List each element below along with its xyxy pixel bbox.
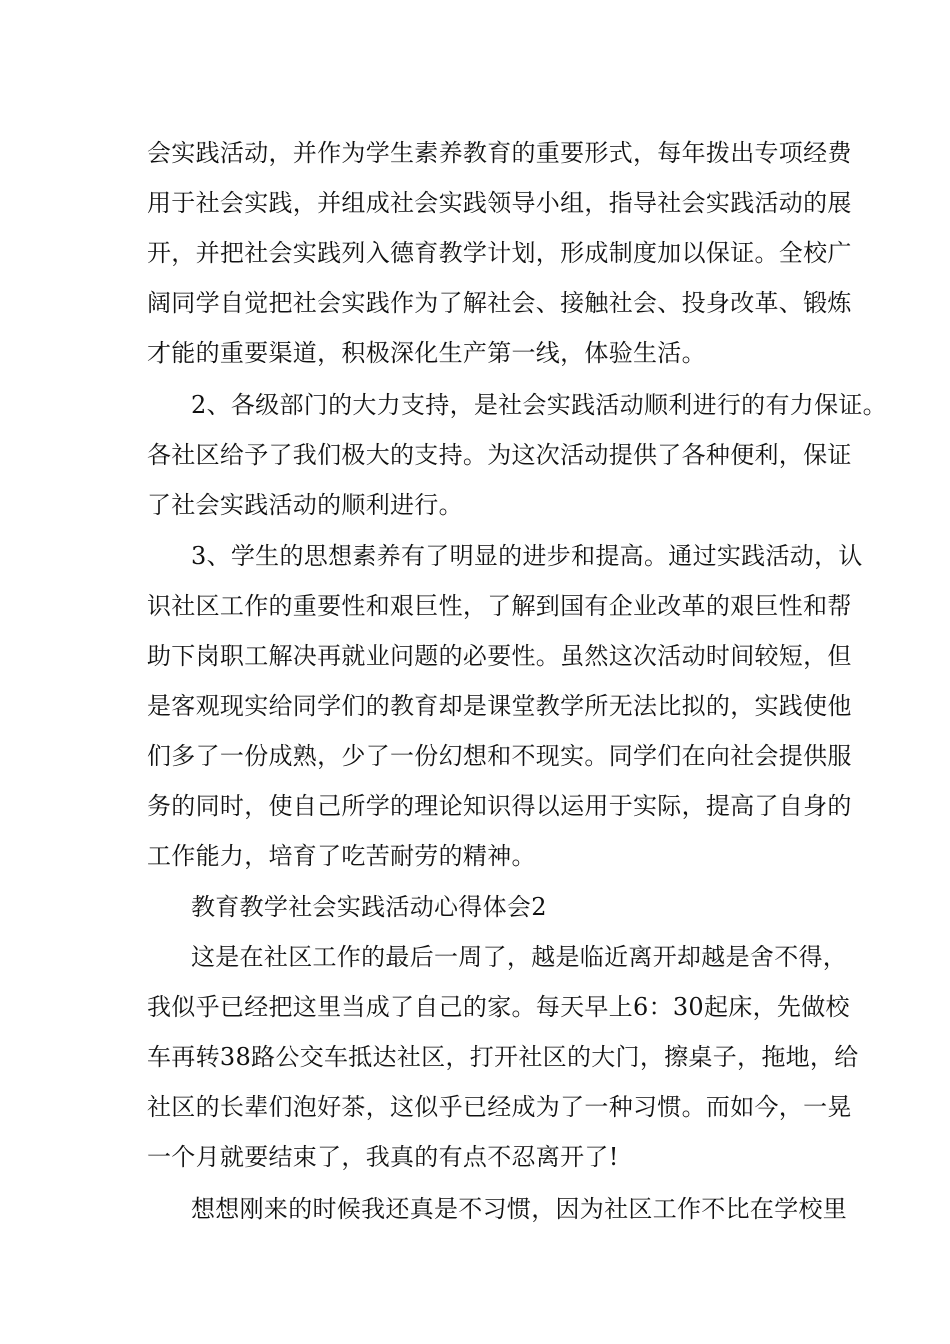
body-text-line: 是客观现实给同学们的教育却是课堂教学所无法比拟的，实践使他 (147, 692, 852, 720)
body-text-line: 车再转38路公交车抵达社区，打开社区的大门，擦桌子，拖地，给 (147, 1043, 859, 1071)
body-text-line: 们多了一份成熟，少了一份幻想和不现实。同学们在向社会提供服 (147, 742, 852, 770)
body-text-line: 才能的重要渠道，积极深化生产第一线，体验生活。 (147, 339, 706, 367)
body-text-line: 会实践活动，并作为学生素养教育的重要形式，每年拨出专项经费 (147, 139, 852, 167)
body-text-line: 2、各级部门的大力支持，是社会实践活动顺利进行的有力保证。 (191, 391, 887, 419)
body-text-line: 用于社会实践，并组成社会实践领导小组，指导社会实践活动的展 (147, 189, 852, 217)
body-text-line: 各社区给予了我们极大的支持。为这次活动提供了各种便利，保证 (147, 441, 852, 469)
body-text-line: 阔同学自觉把社会实践作为了解社会、接触社会、投身改革、锻炼 (147, 289, 852, 317)
body-text-line: 工作能力，培育了吃苦耐劳的精神。 (147, 842, 536, 870)
section-heading: 教育教学社会实践活动心得体会2 (191, 893, 547, 921)
body-text-line: 助下岗职工解决再就业问题的必要性。虽然这次活动时间较短，但 (147, 642, 852, 670)
body-text-line: 一个月就要结束了，我真的有点不忍离开了! (147, 1143, 619, 1171)
body-text-line: 务的同时，使自己所学的理论知识得以运用于实际，提高了自身的 (147, 792, 852, 820)
body-text-line: 这是在社区工作的最后一周了，越是临近离开却越是舍不得， (191, 943, 848, 971)
body-text-line: 开，并把社会实践列入德育教学计划，形成制度加以保证。全校广 (147, 239, 852, 267)
body-text-line: 3、学生的思想素养有了明显的进步和提高。通过实践活动，认 (191, 542, 863, 570)
body-text-line: 社区的长辈们泡好茶，这似乎已经成为了一种习惯。而如今，一晃 (147, 1093, 852, 1121)
body-text-line: 我似乎已经把这里当成了自己的家。每天早上6：30起床，先做校 (147, 993, 850, 1021)
body-text-line: 想想刚来的时候我还真是不习惯，因为社区工作不比在学校里 (191, 1195, 848, 1223)
body-text-line: 识社区工作的重要性和艰巨性，了解到国有企业改革的艰巨性和帮 (147, 592, 852, 620)
body-text-line: 了社会实践活动的顺利进行。 (147, 491, 463, 519)
